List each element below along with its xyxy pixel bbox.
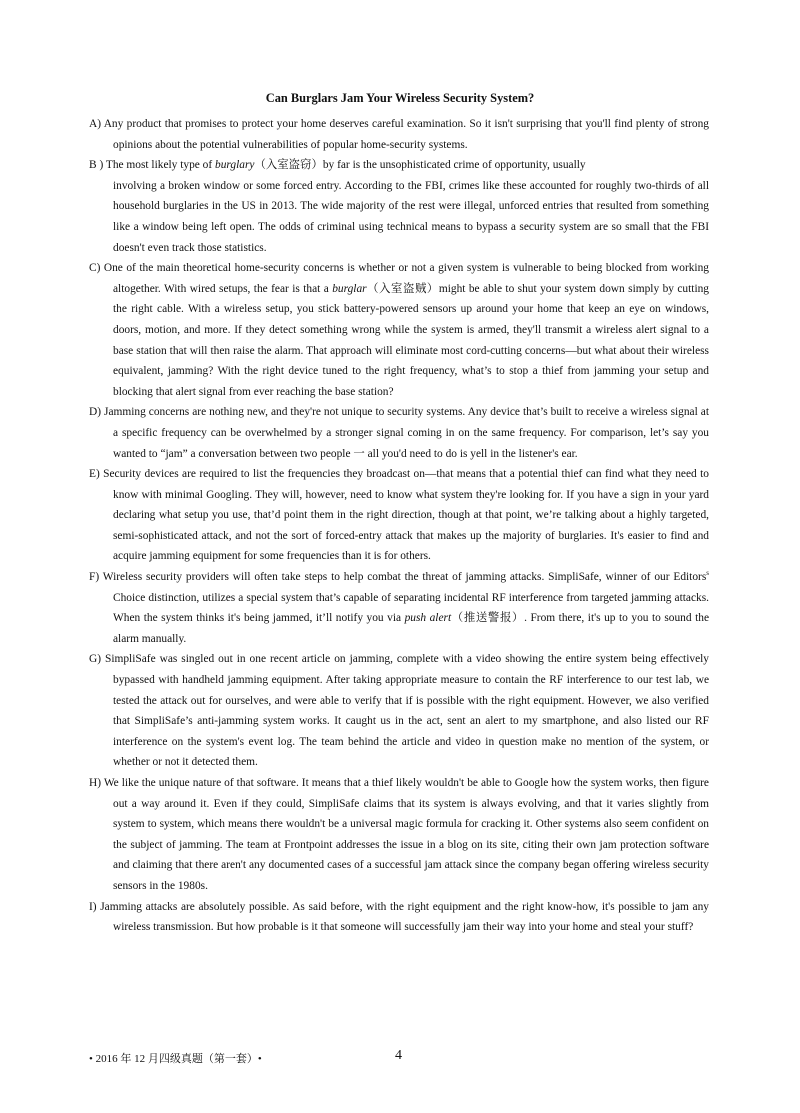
paragraph-b-pre: B ) The most likely type of: [89, 159, 216, 172]
page-footer: • 2016 年 12 月四级真题（第一套）•: [89, 1053, 262, 1065]
term-burglary: burglary: [215, 159, 255, 172]
paragraph-b-first-line: [89, 155, 709, 176]
paragraph-f-mid: Choice distinction, utilizes a special system that’s capable of separating incidental RF interference from targeted jamming attacks. When the system thinks it's being jammed, it’ll notify you via: [113, 591, 709, 625]
article-title: Can Burglars Jam Your Wireless Security System?: [265, 91, 535, 105]
term-push-alert: push alert: [404, 612, 452, 625]
paragraph-a: A) Any product that promises to protect your home deserves careful examination. So it isn't surprising that you'll find plenty of strong opinions about the potential vulnerabilities of popular home-security systems.: [89, 118, 709, 151]
term-burglar: burglar: [332, 282, 367, 295]
paragraph-d: D) Jamming concerns are nothing new, and they're not unique to security systems. Any device that’s built to receive a wireless signal at a specific frequency can be overwhelmed by a stronger signal coming in on the same frequency. For comparison, let’s say you wanted to “jam” a conversation between two people 一 all you'd need to do is yell in the listener's ear.: [89, 406, 709, 460]
paragraph-h: H) We like the unique nature of that software. It means that a thief likely wouldn't be able to Google how the system works, then figure out a way around it. Even if they could, SimpliSafe claims that its system is always evolving, and that it varies slightly from system to system, which means there wouldn't be a universal magic formula for cracking it. Other systems also seem confident on the subject of jamming. The team at Frontpoint addresses the issue in a blog on its site, citing their own jam protection software and claiming that there aren't any documented cases of a successful jam attack since the company began offering wireless security sensors in the 1980s.: [89, 777, 709, 892]
paragraph-c-pre: C) One of the main theoretical home-security concerns is whether or not a given system is vulnerable to being blocked from working altogether. With wired setups, the fear is that a: [89, 262, 709, 295]
paragraph-c: [89, 258, 709, 402]
paragraph-i: I) Jamming attacks are absolutely possible. As said before, with the right equipment and the right know-how, it's possible to jam any wireless transmission. But how probable is it that someone will successfully jam their way into your home and steal your stuff?: [89, 900, 709, 934]
paragraph-b-post: by far is the unsophisticated crime of opportunity, usually: [322, 159, 586, 172]
gloss-burglar: （入室盗贼）: [366, 282, 439, 295]
gloss-burglary: （入室盗窃）: [254, 159, 323, 172]
paragraph-c-post: might be able to shut your system down simply by cutting the right cable. With a wireless setup, you stick battery-powered sensors up around your home that keep an eye on windows, doors, motion, and more. If they detect something wrong while the system is armed, they'll transmit a wireless alert signal to a base station that will then raise the alarm. That approach will eliminate most cord-cutting concerns—but what about their wireless equivalent, jamming? With the right device tuned to the right frequency, what’s to stop a thief from jamming your setup and blocking that alert signal from ever reaching the base station?: [113, 282, 710, 398]
paragraph-f-pre: F) Wireless security providers will often take steps to help combat the threat of jamming attacks. SimpliSafe, winner of our Editors: [89, 571, 707, 584]
gloss-push-alert: （推送警报）: [451, 612, 525, 625]
paragraph-f: [89, 567, 709, 649]
page-number: 4: [395, 1048, 402, 1063]
paragraph-e: E) Security devices are required to list the frequencies they broadcast on—that means that a potential thief can find what they need to know with minimal Googling. They will, however, need to know what system they're looking for. If you have a sign in your yard declaring what setup you use, that’d point them in the right direction, though at that point, we’re talking about a highly targeted, semi-sophisticated attack, and not the sort of forced-entry attack that makes up the majority of burglaries. It's easier to find and acquire jamming equipment for some frequencies than it is for others.: [89, 468, 709, 563]
footnote-sup: s: [706, 569, 709, 578]
paragraph-b-rest: involving a broken window or some forced entry. According to the FBI, crimes like these accounted for roughly two-thirds of all household burglaries in the US in 2013. The wide majority of the rest were illegal, unforced entries that resulted from something like a window being left open. The odds of criminal using technical means to bypass a security system are so small that the FBI doesn't even track those statistics.: [113, 179, 709, 254]
paragraph-g: G) SimpliSafe was singled out in one recent article on jamming, complete with a video showing the entire system being effectively bypassed with handheld jamming equipment. After taking appropriate measure to contain the RF interference to our test lab, we tested the attack out for ourselves, and were able to verify that if is possible with the right equipment. However, we also verified that SimpliSafe’s anti-jamming system works. It caught us in the act, sent an alert to my smartphone, and also listed our RF interference on the system's event log. The team behind the article and video in question make no mention of the system, or whether or not it detected them.: [89, 653, 709, 769]
article-body: [89, 114, 709, 938]
paragraph-f-post: . From there, it's up to you to sound the alarm manually.: [113, 612, 709, 645]
